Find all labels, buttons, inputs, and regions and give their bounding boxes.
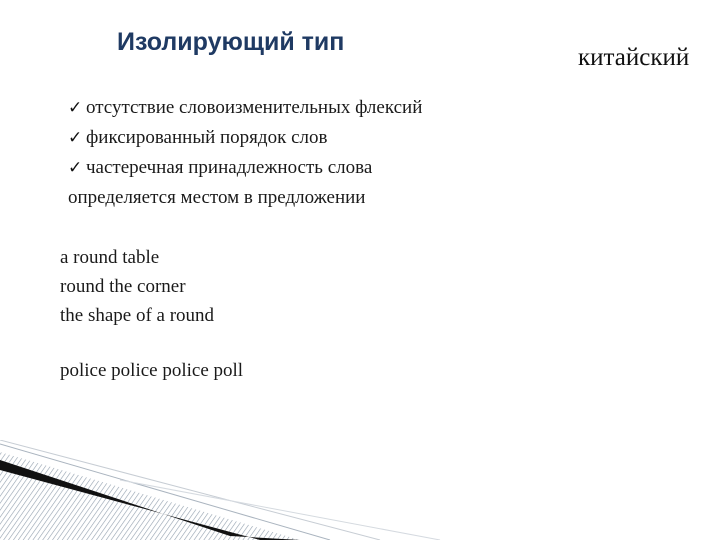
feature-continuation: определяется местом в предложении [68,187,366,208]
checkmark-icon: ✓ [68,158,83,178]
example-police-line: police police police poll [60,360,244,381]
feature-list [68,93,422,212]
feature-text: фиксированный порядок слов [86,127,328,148]
example-spacer [60,330,243,356]
decorative-corner-shape [0,440,460,540]
example-line: a round table [60,247,160,268]
feature-item [68,93,422,123]
feature-item [68,123,422,153]
example-line: the shape of a round [60,305,215,326]
feature-text: частеречная принадлежность слова [86,157,373,178]
checkmark-icon: ✓ [68,98,83,118]
example-line: round the corner [60,276,186,297]
slide-title: Изолирующий тип [117,28,345,56]
example-list [60,243,243,385]
feature-text: отсутствие словоизменительных флексий [86,97,423,118]
language-label: китайский [578,44,690,71]
feature-item [68,153,422,183]
checkmark-icon: ✓ [68,128,83,148]
